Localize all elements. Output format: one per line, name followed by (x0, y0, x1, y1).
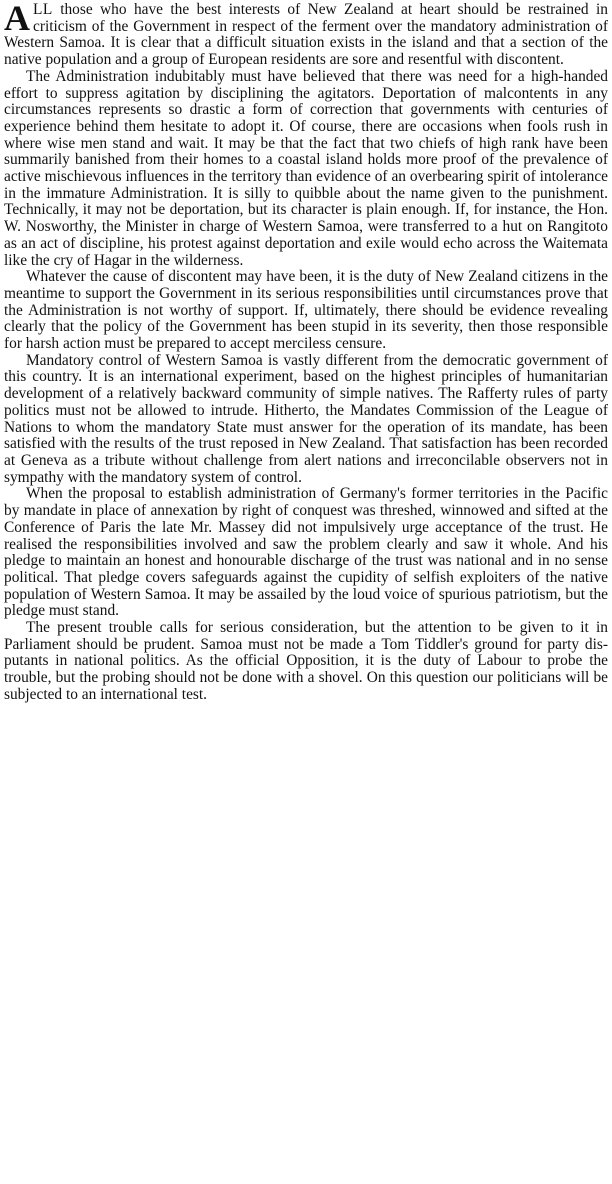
opening-word-rest: LL (33, 1, 53, 18)
paragraph-1 (4, 2, 608, 69)
paragraph-3: Whatever the cause of discontent may have been, it is the duty of New Zealand citizens in the meantime to support the Government in its serious responsibilities until circumstances prove that the Administration is not worthy of support. If, ultimately, there should be evidence revealing clearly that the policy of the Government has been stupid in its severity, then those responsible for harsh action must be prepared to accept merciless censure. (4, 268, 608, 353)
paragraph-6: The present trouble calls for serious consideration, but the attention to be given to it in Parliament should be prudent. Samoa must not be made a Tom Tiddler's ground for party disputants in national politics. As the official Opposition, it is the duty of Labour to probe the trouble, but the probing should not be done with a shovel. On this question our politicians will be subjected to an international test. (4, 619, 608, 703)
paragraph-2: The Administration indubitably must have believed that there was need for a high-handed effort to suppress agitation by disciplining the agitators. Deportation of malcontents in any circumstances represents so drastic a form of correction that governments with centuries of experience behind them hesitate to adopt it. Of course, there are occasions when fools rush in where wise men stand and wait. It may be that the fact that two chiefs of high rank have been summarily banished from their homes to a coastal island holds more proof of the prevalence of active mischievous influences in the territory than evidence of an overbearing spirit of intolerance in the immature Administration. It is silly to quibble about the name given to the punishment. Technically, it may not be deportation, but its character is plain enough. If, for instance, the Hon. W. Nosworthy, the Minister in charge of Western Samoa, were transferred to a hut on Rangitoto as an act of discipline, his protest against deportation and exile would echo across the Waitemata like the cry of Hagar in the wilderness. (4, 67, 608, 269)
drop-cap: A (4, 0, 30, 38)
paragraph-4: Mandatory control of Western Samoa is vastly different from the democratic government of this country. It is an international experiment, based on the highest principles of humanitarian development of a relatively backward community of simple natives. The Rafferty rules of party politics must not be allowed to intrude. Hitherto, the Mandates Commission of the League of Nations to whom the mandatory State must answer for the operation of its mandate, has been satisfied with the results of the trust reposed in New Zealand. That satisfaction has been recorded at Geneva as a tribute without challenge from alert nations and irreconcilable observers not in sympathy with the mandatory system of control. (4, 351, 608, 486)
paragraph-1-text: those who have the best interests of New Zealand at heart should be restrained in criticism of the Government in respect of the ferment over the mandatory administration of Western Samoa. It is clear that a difficult situation exists in the island and that a section of the native population and a group of European residents are sore and resentful with discontent. (4, 1, 608, 69)
paragraph-5: When the proposal to establish administration of Germany's former territories in the Pacific by mandate in place of annexation by right of conquest was threshed, winnowed and sifted at the Conference of Paris the late Mr. Massey did not impulsively urge acceptance of the trust. He realised the responsibilities involved and saw the problem clearly and saw it whole. And his pledge to maintain an honest and honourable discharge of the trust was national and in no sense political. That pledge covers safeguards against the cupidity of selfish exploiters of the native population of Western Samoa. It may be assailed by the loud voice of spurious patriotism, but the pledge must stand. (4, 485, 608, 620)
